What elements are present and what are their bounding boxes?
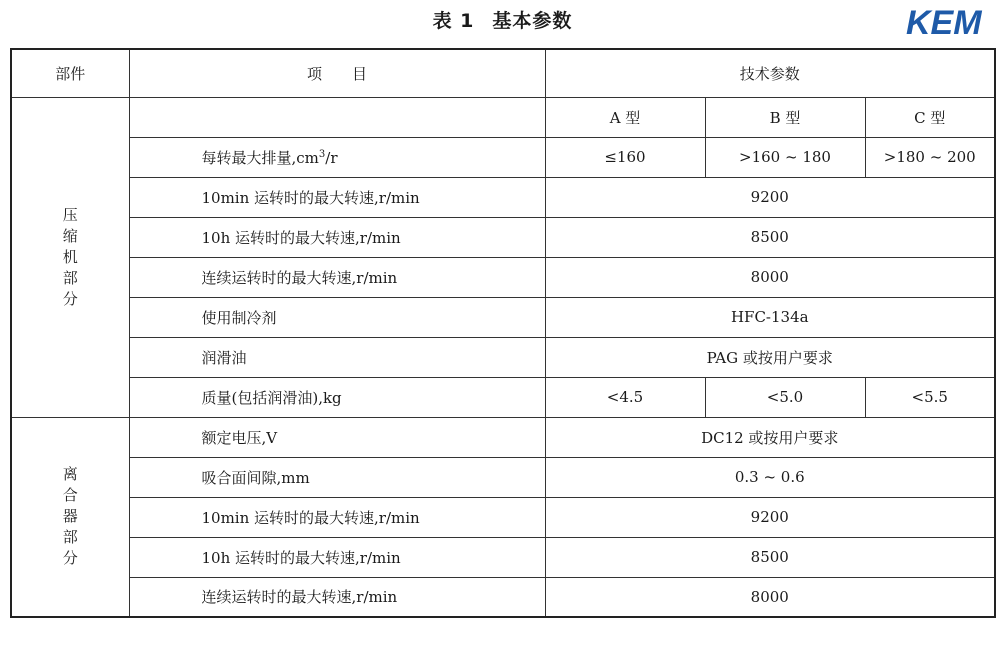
row-value-c: >180 ~ 200 <box>865 137 995 177</box>
table-title-text: 基本参数 <box>492 10 573 32</box>
row-label: 10h 运转时的最大转速,r/min <box>129 537 545 577</box>
row-value-b: <5.0 <box>705 377 865 417</box>
row-value: 8000 <box>545 577 995 617</box>
table-row <box>11 257 995 297</box>
table-row <box>11 497 995 537</box>
part-char: 缩 <box>62 226 78 245</box>
row-value: 9200 <box>545 177 995 217</box>
table-row <box>11 577 995 617</box>
header-item: 项 目 <box>129 49 545 97</box>
header-params: 技术参数 <box>545 49 995 97</box>
row-label: 每转最大排量$,cm^3/r$ <box>129 137 545 177</box>
row-label: 使用制冷剂 <box>129 297 545 337</box>
row-value: HFC-134a <box>545 297 995 337</box>
row-value-b: >160 ~ 180 <box>705 137 865 177</box>
type-row <box>11 97 995 137</box>
table-row <box>11 137 995 177</box>
part-char: 分 <box>62 549 78 568</box>
table-row <box>11 377 995 417</box>
table-row <box>11 537 995 577</box>
row-label: 连续运转时的最大转速,r/min <box>129 257 545 297</box>
row-value-c: <5.5 <box>865 377 995 417</box>
table-row <box>11 297 995 337</box>
table-row <box>11 417 995 457</box>
kem-logo <box>900 0 1000 44</box>
type-b: B 型 <box>705 97 865 137</box>
row-value-a: ≤160 <box>545 137 705 177</box>
row-value: 9200 <box>545 497 995 537</box>
table-row <box>11 457 995 497</box>
table-row <box>11 337 995 377</box>
part-char: 离 <box>62 465 78 484</box>
table-number: 表 1 <box>432 10 475 32</box>
type-row-empty-item <box>129 97 545 137</box>
row-label: 10min 运转时的最大转速,r/min <box>129 177 545 217</box>
row-value-a: <4.5 <box>545 377 705 417</box>
row-value: DC12 或按用户要求 <box>545 417 995 457</box>
kem-logo-icon <box>900 0 1000 44</box>
row-value: 0.3 ~ 0.6 <box>545 457 995 497</box>
row-value: 8500 <box>545 217 995 257</box>
part-clutch <box>11 417 129 617</box>
parameter-table <box>10 48 996 618</box>
part-char: 部 <box>62 268 78 287</box>
type-a: A 型 <box>545 97 705 137</box>
row-value: PAG 或按用户要求 <box>545 337 995 377</box>
row-value: 8000 <box>545 257 995 297</box>
table-title <box>0 6 1005 33</box>
logo-text: KEM <box>906 4 982 42</box>
part-char: 器 <box>62 507 78 526</box>
row-label: 质量(包括润滑油),kg <box>129 377 545 417</box>
part-char: 部 <box>62 528 78 547</box>
row-label: 润滑油 <box>129 337 545 377</box>
row-label: 连续运转时的最大转速,r/min <box>129 577 545 617</box>
part-char: 分 <box>62 289 78 308</box>
row-label: 吸合面间隙,mm <box>129 457 545 497</box>
part-char: 压 <box>62 205 78 224</box>
table-row <box>11 217 995 257</box>
header-row <box>11 49 995 97</box>
row-value: 8500 <box>545 537 995 577</box>
row-label: 额定电压,V <box>129 417 545 457</box>
table-row <box>11 177 995 217</box>
row-label: 10h 运转时的最大转速,r/min <box>129 217 545 257</box>
part-char: 机 <box>62 247 78 266</box>
row-label: 10min 运转时的最大转速,r/min <box>129 497 545 537</box>
type-c: C 型 <box>865 97 995 137</box>
part-compressor <box>11 97 129 417</box>
header-part: 部件 <box>11 49 129 97</box>
part-char: 合 <box>62 486 78 505</box>
